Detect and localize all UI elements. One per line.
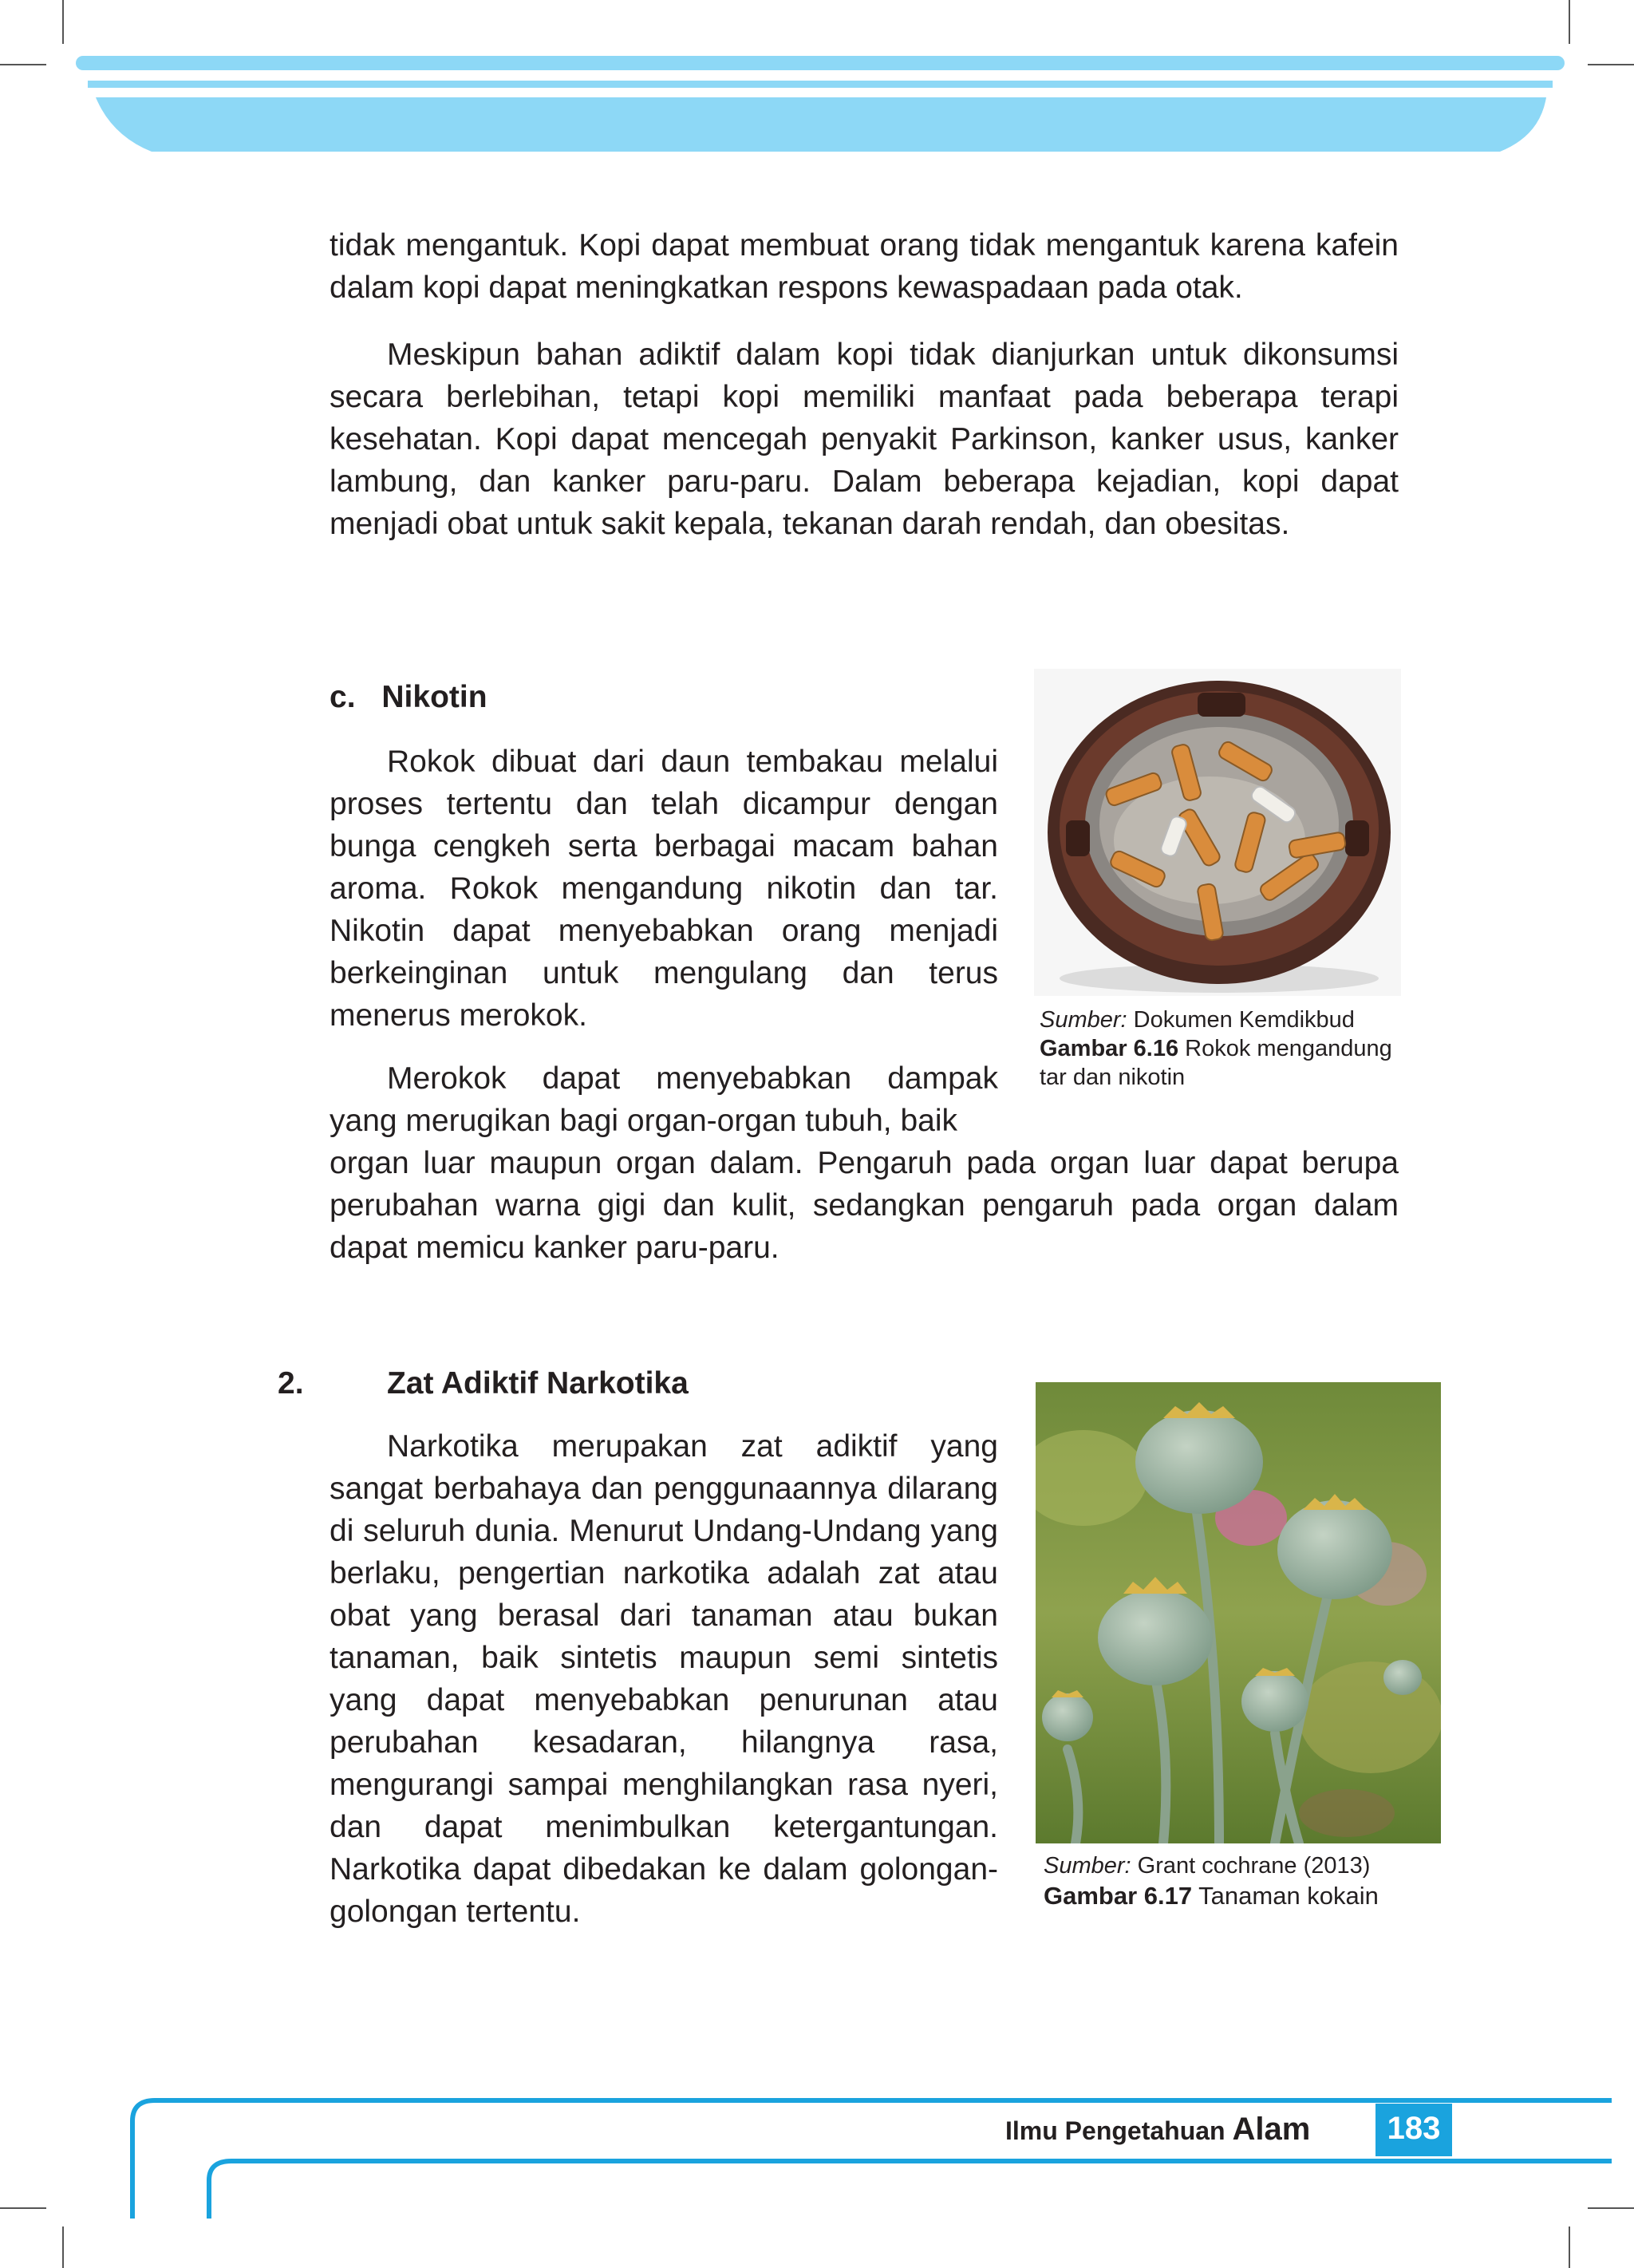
- source-label: Sumber:: [1044, 1853, 1131, 1879]
- source-text: Dokumen Kemdikbud: [1133, 1007, 1355, 1033]
- nikotin-paragraph-1: Rokok dibuat dari daun tembakau melalui proses tertentu dan telah dicampur dengan bunga cengkeh serta berbagai macam bahan aroma. Rokok mengandung nikotin dan tar. Nikotin dapat menyebabkan orang menjadi berkeinginan untuk mengulang dan terus menerus merokok.: [330, 745, 998, 1033]
- nikotin-paragraph-2-line-2: yang merugikan bagi organ-organ tubuh, baik: [330, 1104, 958, 1138]
- figure-source: [1040, 1006, 1407, 1034]
- ashtray-photo: [1034, 669, 1401, 996]
- figure-label: Gambar 6.17: [1044, 1882, 1193, 1910]
- intro-paragraph-1: tidak mengantuk. Kopi dapat membuat orang tidak mengantuk karena kafein dalam kopi dapat meningkatkan respons kewaspadaan pada otak.: [330, 228, 1399, 305]
- source-label: Sumber:: [1040, 1007, 1127, 1033]
- section-title: Nikotin: [381, 680, 487, 714]
- figure-6-16-caption: [1040, 1006, 1407, 1092]
- figure-label: Gambar 6.16: [1040, 1036, 1179, 1061]
- footer-frame: [0, 2075, 1634, 2268]
- header-band: [0, 0, 1634, 160]
- page-number: 183: [1387, 2111, 1441, 2146]
- figure-caption: Rokok mengandung tar dan nikotin: [1040, 1036, 1392, 1090]
- footer-book-title-big: Alam: [1232, 2112, 1311, 2147]
- section-nikotin-heading: [330, 676, 487, 718]
- poppy-photo: [1036, 1382, 1441, 1843]
- figure-source: [1044, 1851, 1443, 1880]
- narkotika-paragraph: Narkotika merupakan zat adiktif yang sangat berbahaya dan penggunaannya dilarang di seluruh dunia. Menurut Undang-Undang yang berlaku, pengertian narkotika adalah zat atau obat yang berasal dari tanaman atau bukan tanaman, baik sintetis maupun semi sintetis yang dapat menyebabkan penurunan atau perubahan kesadaran, hilangnya rasa, mengurangi sampai menghilangkan rasa nyeri, dan dapat menimbulkan ketergantungan. Narkotika dapat dibedakan ke dalam golongan-golongan tertentu.: [330, 1429, 998, 1929]
- intro-paragraph-2: Meskipun bahan adiktif dalam kopi tidak dianjurkan untuk dikonsumsi secara berlebihan, tetapi kopi memiliki manfaat pada beberapa terapi kesehatan. Kopi dapat mencegah penyakit Parkinson, kanker usus, kanker lambung, dan kanker paru-paru. Dalam beberapa kejadian, kopi dapat menjadi obat untuk sakit kepala, tekanan darah rendah, dan obesitas.: [330, 338, 1399, 541]
- section-narkotika-title: Zat Adiktif Narkotika: [387, 1366, 689, 1401]
- figure-caption: Tanaman kokain: [1198, 1882, 1379, 1910]
- source-text: Grant cochrane (2013): [1137, 1853, 1371, 1879]
- figure-caption-text: [1040, 1034, 1407, 1092]
- figure-6-17-caption: [1044, 1851, 1443, 1910]
- footer-book-title-small: Ilmu Pengetahuan: [1005, 2116, 1226, 2145]
- nikotin-paragraph-2-line-1: Merokok dapat menyebabkan dampak: [387, 1061, 998, 1096]
- section-narkotika-number: 2.: [278, 1366, 304, 1401]
- section-letter: c.: [330, 680, 356, 714]
- nikotin-paragraph-2-rest: organ luar maupun organ dalam. Pengaruh pada organ luar dapat berupa perubahan warna gigi dan kulit, sedangkan pengaruh pada organ dalam dapat memicu kanker paru-paru.: [330, 1146, 1399, 1265]
- footer-book-title: [1005, 2112, 1310, 2147]
- figure-caption-text: [1044, 1882, 1443, 1910]
